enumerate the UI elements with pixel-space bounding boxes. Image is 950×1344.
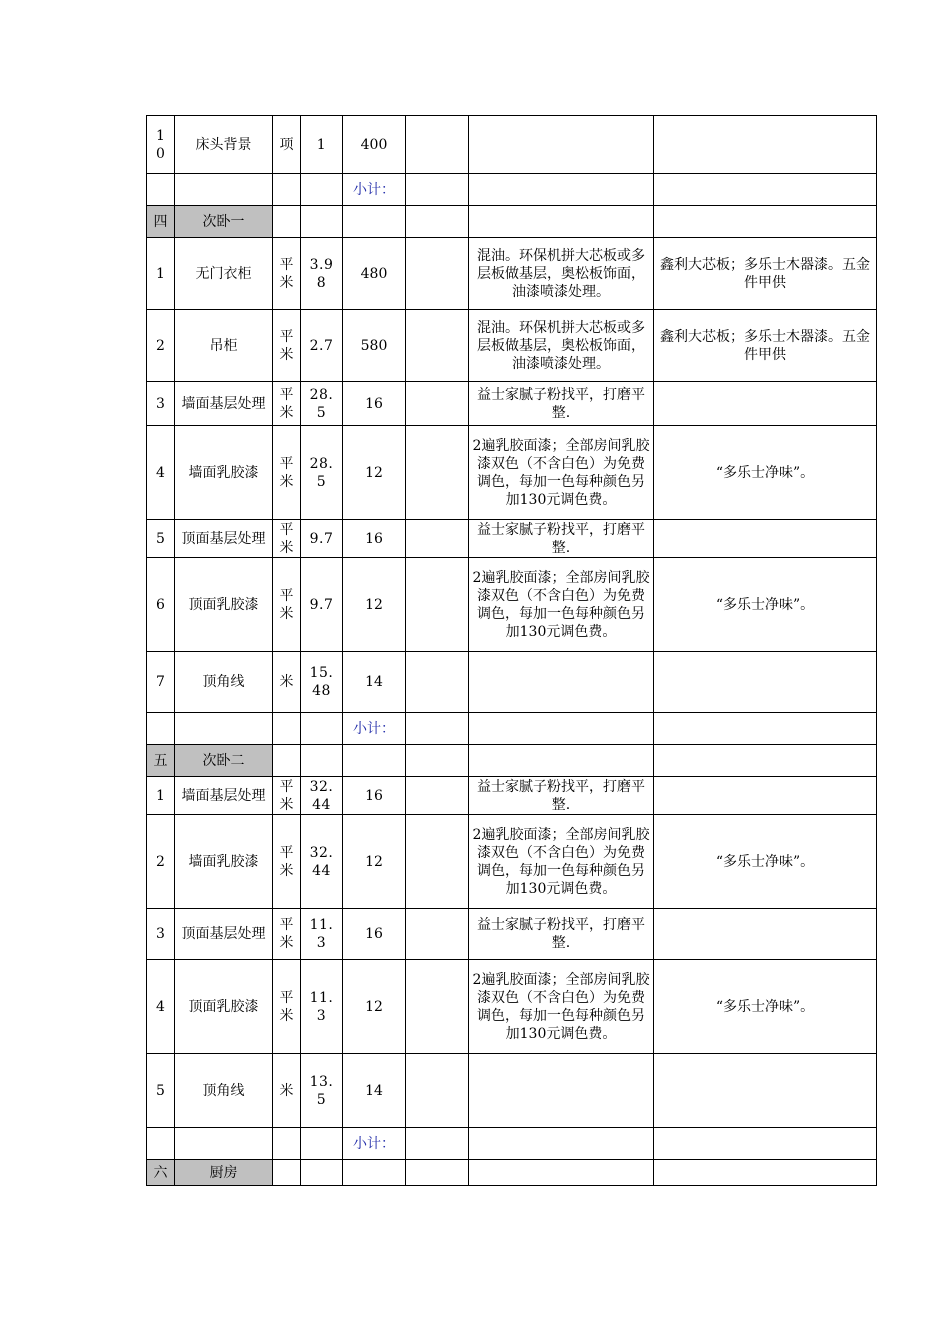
table-row: [147, 558, 877, 652]
item-index: 3: [147, 382, 175, 426]
item-quantity: 2.7: [301, 310, 343, 382]
item-description: [469, 652, 654, 713]
item-name: 顶角线: [175, 652, 273, 713]
subtotal-label: 小计：: [343, 713, 406, 745]
item-unit: 平 米: [273, 909, 301, 960]
item-unit-price: 16: [343, 909, 406, 960]
table-row: [147, 382, 877, 426]
item-name: 顶角线: [175, 1054, 273, 1128]
item-index: 5: [147, 520, 175, 558]
item-description: 混油。环保机拼大芯板或多层板做基层，奥松板饰面，油漆喷漆处理。: [469, 310, 654, 382]
item-description: 2遍乳胶面漆；全部房间乳胶漆双色（不含白色）为免费调色，每加一色每种颜色另加130元调色费。: [469, 426, 654, 520]
item-unit-price: 12: [343, 558, 406, 652]
item-description: [469, 116, 654, 174]
subtotal-row: [147, 1128, 877, 1160]
item-remark: [654, 520, 877, 558]
empty-cell: [469, 1160, 654, 1186]
item-unit-price: 14: [343, 1054, 406, 1128]
section-title: 次卧一: [175, 206, 273, 238]
item-unit: 平 米: [273, 310, 301, 382]
item-unit-price: 16: [343, 520, 406, 558]
item-remark: “多乐士净味”。: [654, 558, 877, 652]
item-description: 2遍乳胶面漆；全部房间乳胶漆双色（不含白色）为免费调色，每加一色每种颜色另加130元调色费。: [469, 960, 654, 1054]
empty-cell: [301, 745, 343, 777]
empty-cell: [406, 206, 469, 238]
item-amount: [406, 777, 469, 815]
item-remark: “多乐士净味”。: [654, 960, 877, 1054]
item-unit-price: 580: [343, 310, 406, 382]
item-remark: “多乐士净味”。: [654, 426, 877, 520]
section-header-row: [147, 206, 877, 238]
item-unit: 平 米: [273, 558, 301, 652]
item-index: 7: [147, 652, 175, 713]
item-quantity: 32. 44: [301, 777, 343, 815]
section-title: 次卧二: [175, 745, 273, 777]
item-description: 益士家腻子粉找平，打磨平整.: [469, 909, 654, 960]
item-quantity: 11. 3: [301, 909, 343, 960]
table-row: [147, 777, 877, 815]
item-name: 顶面基层处理: [175, 909, 273, 960]
empty-cell: [654, 1160, 877, 1186]
item-quantity: 28. 5: [301, 426, 343, 520]
empty-cell: [406, 1128, 469, 1160]
item-unit-price: 400: [343, 116, 406, 174]
item-unit: 米: [273, 1054, 301, 1128]
item-unit-price: 16: [343, 777, 406, 815]
table-row: [147, 909, 877, 960]
item-remark: [654, 777, 877, 815]
empty-cell: [147, 174, 175, 206]
item-unit: 平 米: [273, 815, 301, 909]
item-amount: [406, 909, 469, 960]
empty-cell: [301, 1128, 343, 1160]
table-row: [147, 520, 877, 558]
section-index: 五: [147, 745, 175, 777]
item-amount: [406, 238, 469, 310]
section-header-row: [147, 1160, 877, 1186]
empty-cell: [469, 174, 654, 206]
empty-cell: [654, 206, 877, 238]
item-unit: 平 米: [273, 426, 301, 520]
empty-cell: [147, 1128, 175, 1160]
table-row: [147, 960, 877, 1054]
item-quantity: 9.7: [301, 558, 343, 652]
item-amount: [406, 520, 469, 558]
empty-cell: [469, 713, 654, 745]
item-amount: [406, 652, 469, 713]
empty-cell: [469, 206, 654, 238]
empty-cell: [654, 174, 877, 206]
item-unit: 平 米: [273, 520, 301, 558]
item-amount: [406, 960, 469, 1054]
empty-cell: [273, 1128, 301, 1160]
item-unit-price: 12: [343, 960, 406, 1054]
empty-cell: [469, 745, 654, 777]
item-index: 2: [147, 815, 175, 909]
item-name: 顶面乳胶漆: [175, 558, 273, 652]
subtotal-row: [147, 174, 877, 206]
item-index: 2: [147, 310, 175, 382]
empty-cell: [273, 206, 301, 238]
section-index: 六: [147, 1160, 175, 1186]
item-unit-price: 16: [343, 382, 406, 426]
empty-cell: [147, 713, 175, 745]
item-amount: [406, 815, 469, 909]
item-unit: 平 米: [273, 382, 301, 426]
table-row: [147, 426, 877, 520]
item-index: 4: [147, 426, 175, 520]
empty-cell: [301, 713, 343, 745]
item-name: 顶面乳胶漆: [175, 960, 273, 1054]
empty-cell: [654, 713, 877, 745]
section-title: 厨房: [175, 1160, 273, 1186]
empty-cell: [175, 713, 273, 745]
item-unit: 平 米: [273, 777, 301, 815]
empty-cell: [343, 1160, 406, 1186]
item-name: 无门衣柜: [175, 238, 273, 310]
item-description: 益士家腻子粉找平，打磨平整.: [469, 382, 654, 426]
item-quantity: 9.7: [301, 520, 343, 558]
item-unit-price: 12: [343, 815, 406, 909]
item-index: 5: [147, 1054, 175, 1128]
item-name: 吊柜: [175, 310, 273, 382]
empty-cell: [406, 745, 469, 777]
item-description: [469, 1054, 654, 1128]
item-amount: [406, 1054, 469, 1128]
item-name: 顶面基层处理: [175, 520, 273, 558]
item-quantity: 11. 3: [301, 960, 343, 1054]
empty-cell: [301, 206, 343, 238]
item-index: 1: [147, 777, 175, 815]
item-name: 墙面基层处理: [175, 777, 273, 815]
item-name: 床头背景: [175, 116, 273, 174]
empty-cell: [273, 745, 301, 777]
empty-cell: [654, 1128, 877, 1160]
empty-cell: [273, 174, 301, 206]
section-header-row: [147, 745, 877, 777]
item-name: 墙面乳胶漆: [175, 815, 273, 909]
item-amount: [406, 558, 469, 652]
empty-cell: [175, 174, 273, 206]
empty-cell: [301, 174, 343, 206]
item-remark: “多乐士净味”。: [654, 815, 877, 909]
item-index: 6: [147, 558, 175, 652]
empty-cell: [406, 713, 469, 745]
item-quantity: 15. 48: [301, 652, 343, 713]
item-remark: [654, 652, 877, 713]
item-amount: [406, 426, 469, 520]
table-row: [147, 116, 877, 174]
item-description: 2遍乳胶面漆；全部房间乳胶漆双色（不含白色）为免费调色，每加一色每种颜色另加130元调色费。: [469, 558, 654, 652]
item-index: 3: [147, 909, 175, 960]
item-description: 益士家腻子粉找平，打磨平整.: [469, 520, 654, 558]
empty-cell: [343, 745, 406, 777]
item-quantity: 1: [301, 116, 343, 174]
table-body: [147, 116, 877, 1186]
item-description: 益士家腻子粉找平，打磨平整.: [469, 777, 654, 815]
empty-cell: [654, 745, 877, 777]
item-unit-price: 14: [343, 652, 406, 713]
item-amount: [406, 116, 469, 174]
item-index: 1 0: [147, 116, 175, 174]
table-row: [147, 652, 877, 713]
empty-cell: [343, 206, 406, 238]
empty-cell: [406, 174, 469, 206]
section-index: 四: [147, 206, 175, 238]
subtotal-label: 小计：: [343, 1128, 406, 1160]
item-index: 1: [147, 238, 175, 310]
empty-cell: [406, 1160, 469, 1186]
item-description: 混油。环保机拼大芯板或多层板做基层，奥松板饰面，油漆喷漆处理。: [469, 238, 654, 310]
empty-cell: [175, 1128, 273, 1160]
item-amount: [406, 382, 469, 426]
item-remark: 鑫利大芯板；多乐士木器漆。五金件甲供: [654, 238, 877, 310]
table-row: [147, 310, 877, 382]
item-description: 2遍乳胶面漆；全部房间乳胶漆双色（不含白色）为免费调色，每加一色每种颜色另加130元调色费。: [469, 815, 654, 909]
empty-cell: [301, 1160, 343, 1186]
item-remark: [654, 382, 877, 426]
item-unit: 米: [273, 652, 301, 713]
item-quantity: 28. 5: [301, 382, 343, 426]
empty-cell: [469, 1128, 654, 1160]
item-quantity: 32. 44: [301, 815, 343, 909]
quotation-table: [146, 115, 877, 1186]
item-unit: 项: [273, 116, 301, 174]
item-quantity: 3.9 8: [301, 238, 343, 310]
item-unit: 平 米: [273, 960, 301, 1054]
empty-cell: [273, 713, 301, 745]
subtotal-label: 小计：: [343, 174, 406, 206]
item-amount: [406, 310, 469, 382]
table-row: [147, 815, 877, 909]
item-quantity: 13. 5: [301, 1054, 343, 1128]
item-unit-price: 480: [343, 238, 406, 310]
item-remark: 鑫利大芯板；多乐士木器漆。五金件甲供: [654, 310, 877, 382]
item-remark: [654, 909, 877, 960]
item-index: 4: [147, 960, 175, 1054]
empty-cell: [273, 1160, 301, 1186]
item-unit: 平 米: [273, 238, 301, 310]
item-name: 墙面乳胶漆: [175, 426, 273, 520]
table-row: [147, 238, 877, 310]
item-unit-price: 12: [343, 426, 406, 520]
item-name: 墙面基层处理: [175, 382, 273, 426]
item-remark: [654, 116, 877, 174]
table-row: [147, 1054, 877, 1128]
item-remark: [654, 1054, 877, 1128]
subtotal-row: [147, 713, 877, 745]
